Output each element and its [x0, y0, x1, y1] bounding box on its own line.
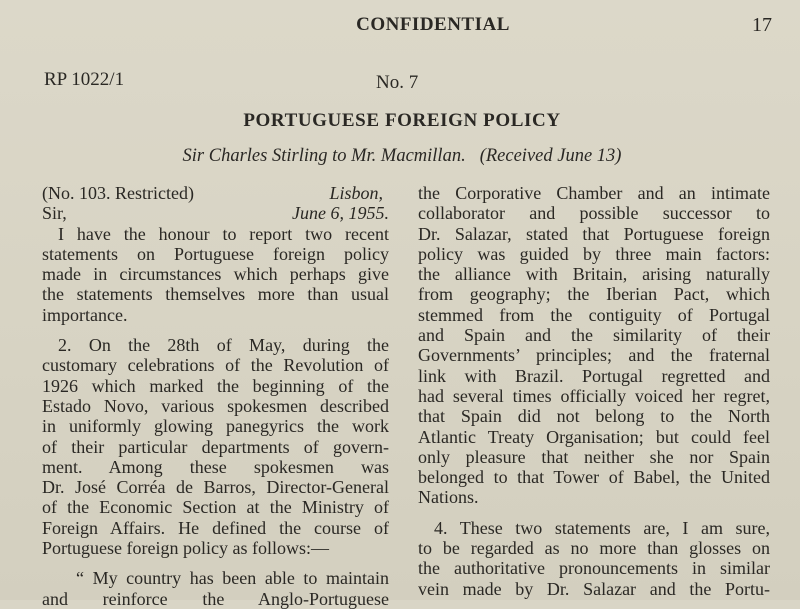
letter-place: Lisbon,	[329, 183, 383, 203]
text-line: Portuguese foreign policy as follows:—	[42, 538, 329, 559]
text-line: Foreign Affairs. He defined the course of	[42, 517, 389, 538]
text-line: in uniformly glowing panegyrics the work	[42, 416, 389, 437]
text-line: to be regarded as no more than glosses on	[418, 538, 770, 559]
text-line: of the Economic Section at the Ministry of	[42, 497, 389, 518]
subtitle-received-date: (Received June 13)	[479, 146, 622, 166]
text-line: Estado Novo, various spokesmen described	[42, 395, 389, 416]
text-line: of their particular departments of govern-	[42, 436, 389, 457]
subtitle-sender-recipient: Sir Charles Stirling to Mr. Macmillan.	[182, 146, 466, 166]
text-line: Atlantic Treaty Organisation; but could feel	[418, 426, 770, 447]
text-line: made in circumstances which perhaps give	[42, 264, 389, 285]
text-line: and reinforce the Anglo-Portuguese	[42, 588, 389, 609]
text-line: the statements themselves more than usual	[42, 284, 389, 305]
text-line: and Spain and the similarity of their	[418, 325, 770, 346]
text-line: Nations.	[418, 487, 479, 508]
text-line: the alliance with Britain, arising naturally	[418, 264, 770, 285]
text-line: policy was guided by three main factors:	[418, 243, 770, 264]
text-line: only pleasure that neither she nor Spain	[418, 446, 770, 467]
text-line: statements on Portuguese foreign policy	[42, 243, 389, 264]
text-line: 4. These two statements are, I am sure,	[434, 517, 770, 538]
text-line: “ My country has been able to maintain	[76, 568, 389, 589]
letter-dateline	[42, 183, 389, 203]
text-line: ment. Among these spokesmen was	[42, 456, 389, 477]
text-line: vein made by Dr. Salazar and the Portu-	[418, 578, 770, 599]
letter-classification: (No. 103. Restricted)	[42, 183, 194, 203]
page-number: 17	[752, 14, 772, 36]
document-subtitle	[0, 146, 800, 167]
right-column	[418, 183, 770, 599]
text-line: Dr. José Corréa de Barros, Director-General	[42, 477, 389, 498]
text-line: I have the honour to report two recent	[58, 223, 389, 244]
text-line: customary celebrations of the Revolution of	[42, 355, 389, 376]
text-line: the authoritative pronouncements in similar	[418, 558, 770, 579]
text-line: 1926 which marked the beginning of the	[42, 375, 389, 396]
letter-salutation: Sir,	[42, 203, 67, 224]
left-column	[42, 183, 389, 609]
text-line: Dr. Salazar, stated that Portuguese foreign	[418, 223, 770, 244]
text-line: importance.	[42, 304, 128, 325]
text-line: belonged to that Tower of Babel, the United	[418, 467, 770, 488]
classification-header: CONFIDENTIAL	[356, 14, 510, 35]
text-line: that Spain did not belong to the North	[418, 406, 770, 427]
text-line: 2. On the 28th of May, during the	[58, 335, 389, 356]
letter-date: June 6, 1955.	[292, 203, 389, 224]
text-line: Governments’ principles; and the fraternal	[418, 345, 770, 366]
document-reference: RP 1022/1	[44, 69, 125, 90]
text-line: stemmed from the contiguity of Portugal	[418, 304, 770, 325]
text-line: collaborator and possible successor to	[418, 203, 770, 224]
text-line: link with Brazil. Portugal regretted and	[418, 365, 770, 386]
document-title: PORTUGUESE FOREIGN POLICY	[243, 110, 561, 131]
text-line: had several times officially voiced her regret,	[418, 385, 770, 406]
letter-salutation-line	[42, 203, 389, 223]
text-line: the Corporative Chamber and an intimate	[418, 183, 770, 203]
document-number: No. 7	[376, 72, 419, 93]
text-line: from geography; the Iberian Pact, which	[418, 284, 770, 305]
